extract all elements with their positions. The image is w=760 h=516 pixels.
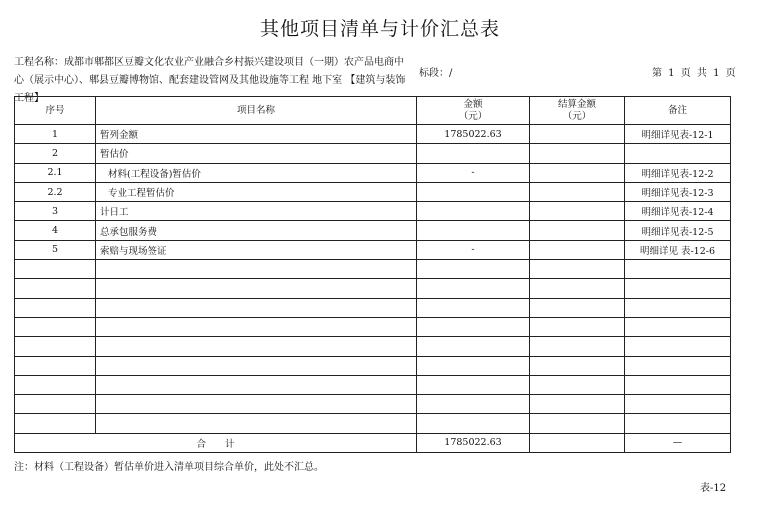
row-seq — [15, 298, 96, 317]
row-remark — [625, 375, 731, 394]
row-amount — [417, 375, 530, 394]
row-name: 暂估价 — [96, 144, 417, 163]
header-settle-label: 结算金额 — [557, 98, 596, 110]
table-row — [15, 356, 731, 375]
header-settle — [530, 97, 625, 125]
row-name — [96, 395, 417, 414]
row-amount — [417, 144, 530, 163]
row-amount — [417, 317, 530, 336]
table-row — [15, 125, 731, 144]
row-remark — [625, 279, 731, 298]
row-amount — [417, 182, 530, 201]
row-settle — [530, 356, 625, 375]
table-row — [15, 414, 731, 433]
row-settle — [530, 144, 625, 163]
row-amount: 1785022.63 — [417, 125, 530, 144]
row-amount — [417, 337, 530, 356]
row-amount: - — [417, 240, 530, 259]
table-row — [15, 337, 731, 356]
header-seq: 序号 — [15, 97, 96, 125]
table-row — [15, 182, 731, 201]
row-seq — [15, 356, 96, 375]
table-row — [15, 163, 731, 182]
row-seq: 2.2 — [15, 182, 96, 201]
row-seq: 1 — [15, 125, 96, 144]
row-seq: 5 — [15, 240, 96, 259]
row-name — [96, 356, 417, 375]
row-amount — [417, 260, 530, 279]
row-remark — [625, 356, 731, 375]
total-remark: — — [625, 433, 731, 452]
row-remark: 明细详见表-12-2 — [625, 163, 731, 182]
row-amount — [417, 298, 530, 317]
row-settle — [530, 240, 625, 259]
row-amount — [417, 202, 530, 221]
row-remark: 明细详见表-12-3 — [625, 182, 731, 201]
row-seq — [15, 279, 96, 298]
row-name: 暂列金额 — [96, 125, 417, 144]
row-name — [96, 298, 417, 317]
row-name: 计日工 — [96, 202, 417, 221]
row-settle — [530, 260, 625, 279]
row-remark — [625, 395, 731, 414]
row-name: 材料(工程设备)暂估价 — [96, 163, 417, 182]
summary-table — [14, 96, 731, 453]
total-row — [15, 433, 731, 452]
header-amount-label: 金额 — [463, 98, 483, 110]
table-row — [15, 317, 731, 336]
row-remark — [625, 260, 731, 279]
total-amount: 1785022.63 — [417, 433, 530, 452]
table-row — [15, 279, 731, 298]
row-name — [96, 260, 417, 279]
row-name — [96, 414, 417, 433]
row-amount — [417, 414, 530, 433]
row-name: 索赔与现场签证 — [96, 240, 417, 259]
row-name — [96, 337, 417, 356]
row-settle — [530, 375, 625, 394]
row-name — [96, 375, 417, 394]
row-amount — [417, 221, 530, 240]
header-amount-unit: （元） — [458, 110, 488, 122]
row-seq — [15, 414, 96, 433]
row-name: 专业工程暂估价 — [96, 182, 417, 201]
table-row — [15, 144, 731, 163]
row-amount: - — [417, 163, 530, 182]
total-settle — [530, 433, 625, 452]
page-info: 第 1 页 共 1 页 — [652, 68, 736, 79]
header-settle-unit: （元） — [562, 110, 592, 122]
row-seq — [15, 260, 96, 279]
table-row — [15, 221, 731, 240]
row-remark — [625, 298, 731, 317]
table-row — [15, 395, 731, 414]
row-remark: 明细详见 表-12-6 — [625, 240, 731, 259]
total-label: 合 计 — [15, 433, 417, 452]
row-name — [96, 279, 417, 298]
row-settle — [530, 221, 625, 240]
row-remark — [625, 414, 731, 433]
row-amount — [417, 395, 530, 414]
row-settle — [530, 163, 625, 182]
row-remark: 明细详见表-12-1 — [625, 125, 731, 144]
header-name: 项目名称 — [96, 97, 417, 125]
table-row — [15, 375, 731, 394]
row-seq: 2.1 — [15, 163, 96, 182]
page-title: 其他项目清单与计价汇总表 — [259, 18, 500, 40]
row-seq: 4 — [15, 221, 96, 240]
row-seq — [15, 337, 96, 356]
row-remark — [625, 317, 731, 336]
row-amount — [417, 356, 530, 375]
table-row — [15, 240, 731, 259]
row-settle — [530, 182, 625, 201]
row-remark — [625, 144, 731, 163]
row-seq: 3 — [15, 202, 96, 221]
table-code: 表-12 — [700, 483, 727, 494]
table-header-row — [15, 97, 731, 125]
row-seq: 2 — [15, 144, 96, 163]
row-seq — [15, 395, 96, 414]
row-remark: 明细详见表-12-5 — [625, 221, 731, 240]
header-remark: 备注 — [625, 97, 731, 125]
row-remark — [625, 337, 731, 356]
row-settle — [530, 279, 625, 298]
row-name — [96, 317, 417, 336]
row-settle — [530, 317, 625, 336]
row-amount — [417, 279, 530, 298]
row-settle — [530, 298, 625, 317]
row-settle — [530, 395, 625, 414]
row-settle — [530, 202, 625, 221]
row-settle — [530, 337, 625, 356]
row-name: 总承包服务费 — [96, 221, 417, 240]
row-seq — [15, 317, 96, 336]
table-row — [15, 298, 731, 317]
row-seq — [15, 375, 96, 394]
table-row — [15, 260, 731, 279]
row-settle — [530, 414, 625, 433]
table-row — [15, 202, 731, 221]
project-name: 工程名称：成都市郫都区豆瓣文化农业产业融合乡村振兴建设项目（一期）农产品电商中心（展示中心）、郫县豆瓣博物馆、配套建设管网及其他设施等工程 地下室 【建筑与装饰工程】 — [14, 57, 406, 104]
header-amount — [417, 97, 530, 125]
section-label: 标段：/ — [419, 68, 453, 79]
row-remark: 明细详见表-12-4 — [625, 202, 731, 221]
row-settle — [530, 125, 625, 144]
footnote: 注：材料（工程设备）暂估单价进入清单项目综合单价，此处不汇总。 — [14, 462, 324, 473]
